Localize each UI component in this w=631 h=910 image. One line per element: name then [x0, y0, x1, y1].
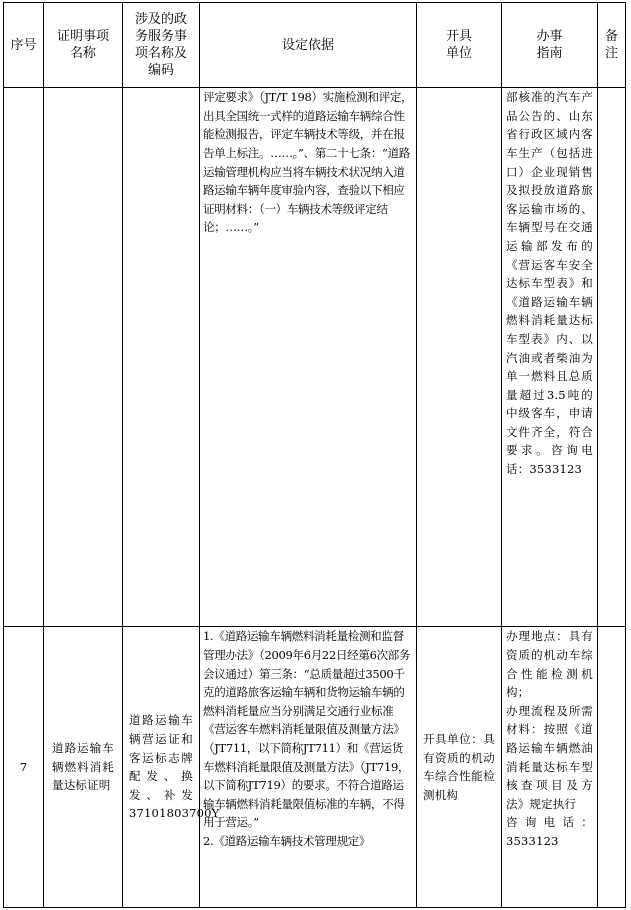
cell-seq [4, 88, 44, 627]
header-issuer: 开具单位 [417, 3, 502, 88]
cell-item-name [44, 88, 123, 627]
header-basis: 设定依据 [200, 3, 417, 88]
header-item-name: 证明事项名称 [44, 3, 123, 88]
cell-basis [200, 88, 417, 627]
cell-guide [502, 88, 598, 627]
basis-text: 评定要求》（JT/T 198）实施检测和评定，出具全国统一式样的道路运输车辆综合性能检测报告，评定车辆技术等级，并在报告单上标注。……。”、第二十七条：“道路运输管理机构应当将车辆技术状况纳入道路运输车辆年度审验内容，查验以下相应证明材料：（一）车辆技术等级评定结论；……。” [203, 90, 413, 235]
guide-phone: 咨询电话：3533123 [506, 815, 593, 848]
table-row [4, 88, 626, 627]
basis-item-2: 2.《道路运输车辆技术管理规定》 [203, 833, 371, 848]
guide-text: 部核准的汽车产品公告的、山东省行政区域内客车生产（包括进口）企业现销售及拟投放道路旅客运输市场的、车辆型号在交通运输部发布的《营运客车安全达标车型表》和《道路运输车辆燃料消耗量达标车型表》内、以汽油或者柴油为单一燃料且总质量超过3.5吨的中级客车，申请文件齐全，符合要求。咨询电话：3533123 [506, 90, 593, 477]
cell-basis [200, 627, 417, 908]
certification-items-table [3, 2, 626, 908]
cell-gov-service: 道路运输车辆营运证和客运标志牌配发、换发、补发 37101803700Y [123, 627, 200, 908]
cell-note [598, 88, 626, 627]
cell-gov-service [123, 88, 200, 627]
cell-seq: 7 [4, 627, 44, 908]
header-guide: 办事指南 [502, 3, 598, 88]
header-seq: 序号 [4, 3, 44, 88]
guide-process: 办理流程及所需材料：按照《道路运输车辆燃油消耗量达标车型核查项目及方法》规定执行 [506, 703, 593, 811]
guide-location: 办理地点：具有资质的机动车综合性能检测机构； [506, 629, 593, 700]
document-page [3, 2, 625, 908]
header-gov-service: 涉及的政务服务事项名称及编码 [123, 3, 200, 88]
table-row [4, 627, 626, 908]
header-note: 备注 [598, 3, 626, 88]
cell-issuer [417, 88, 502, 627]
cell-item-name: 道路运输车辆燃料消耗量达标证明 [44, 627, 123, 908]
cell-note [598, 627, 626, 908]
cell-guide [502, 627, 598, 908]
basis-item-1: 1.《道路运输车辆燃料消耗量检测和监督管理办法》（2009年6月22日经第6次部务会议通过）第三条：“总质量超过3500千克的道路旅客运输车辆和货物运输车辆的燃料消耗量应当分别满足交通行业标准《营运客车燃料消耗量限值及测量方法》（JT711，以下简称JT711）和《营运货车燃料消耗量限值及测量方法》（JT719，以下简称JT719）的要求。不符合道路运输车辆燃料消耗量限值标准的车辆，不得用于营运。” [203, 629, 411, 830]
cell-issuer: 开具单位：具有资质的机动车综合性能检测机构 [417, 627, 502, 908]
table-header-row [4, 3, 626, 88]
